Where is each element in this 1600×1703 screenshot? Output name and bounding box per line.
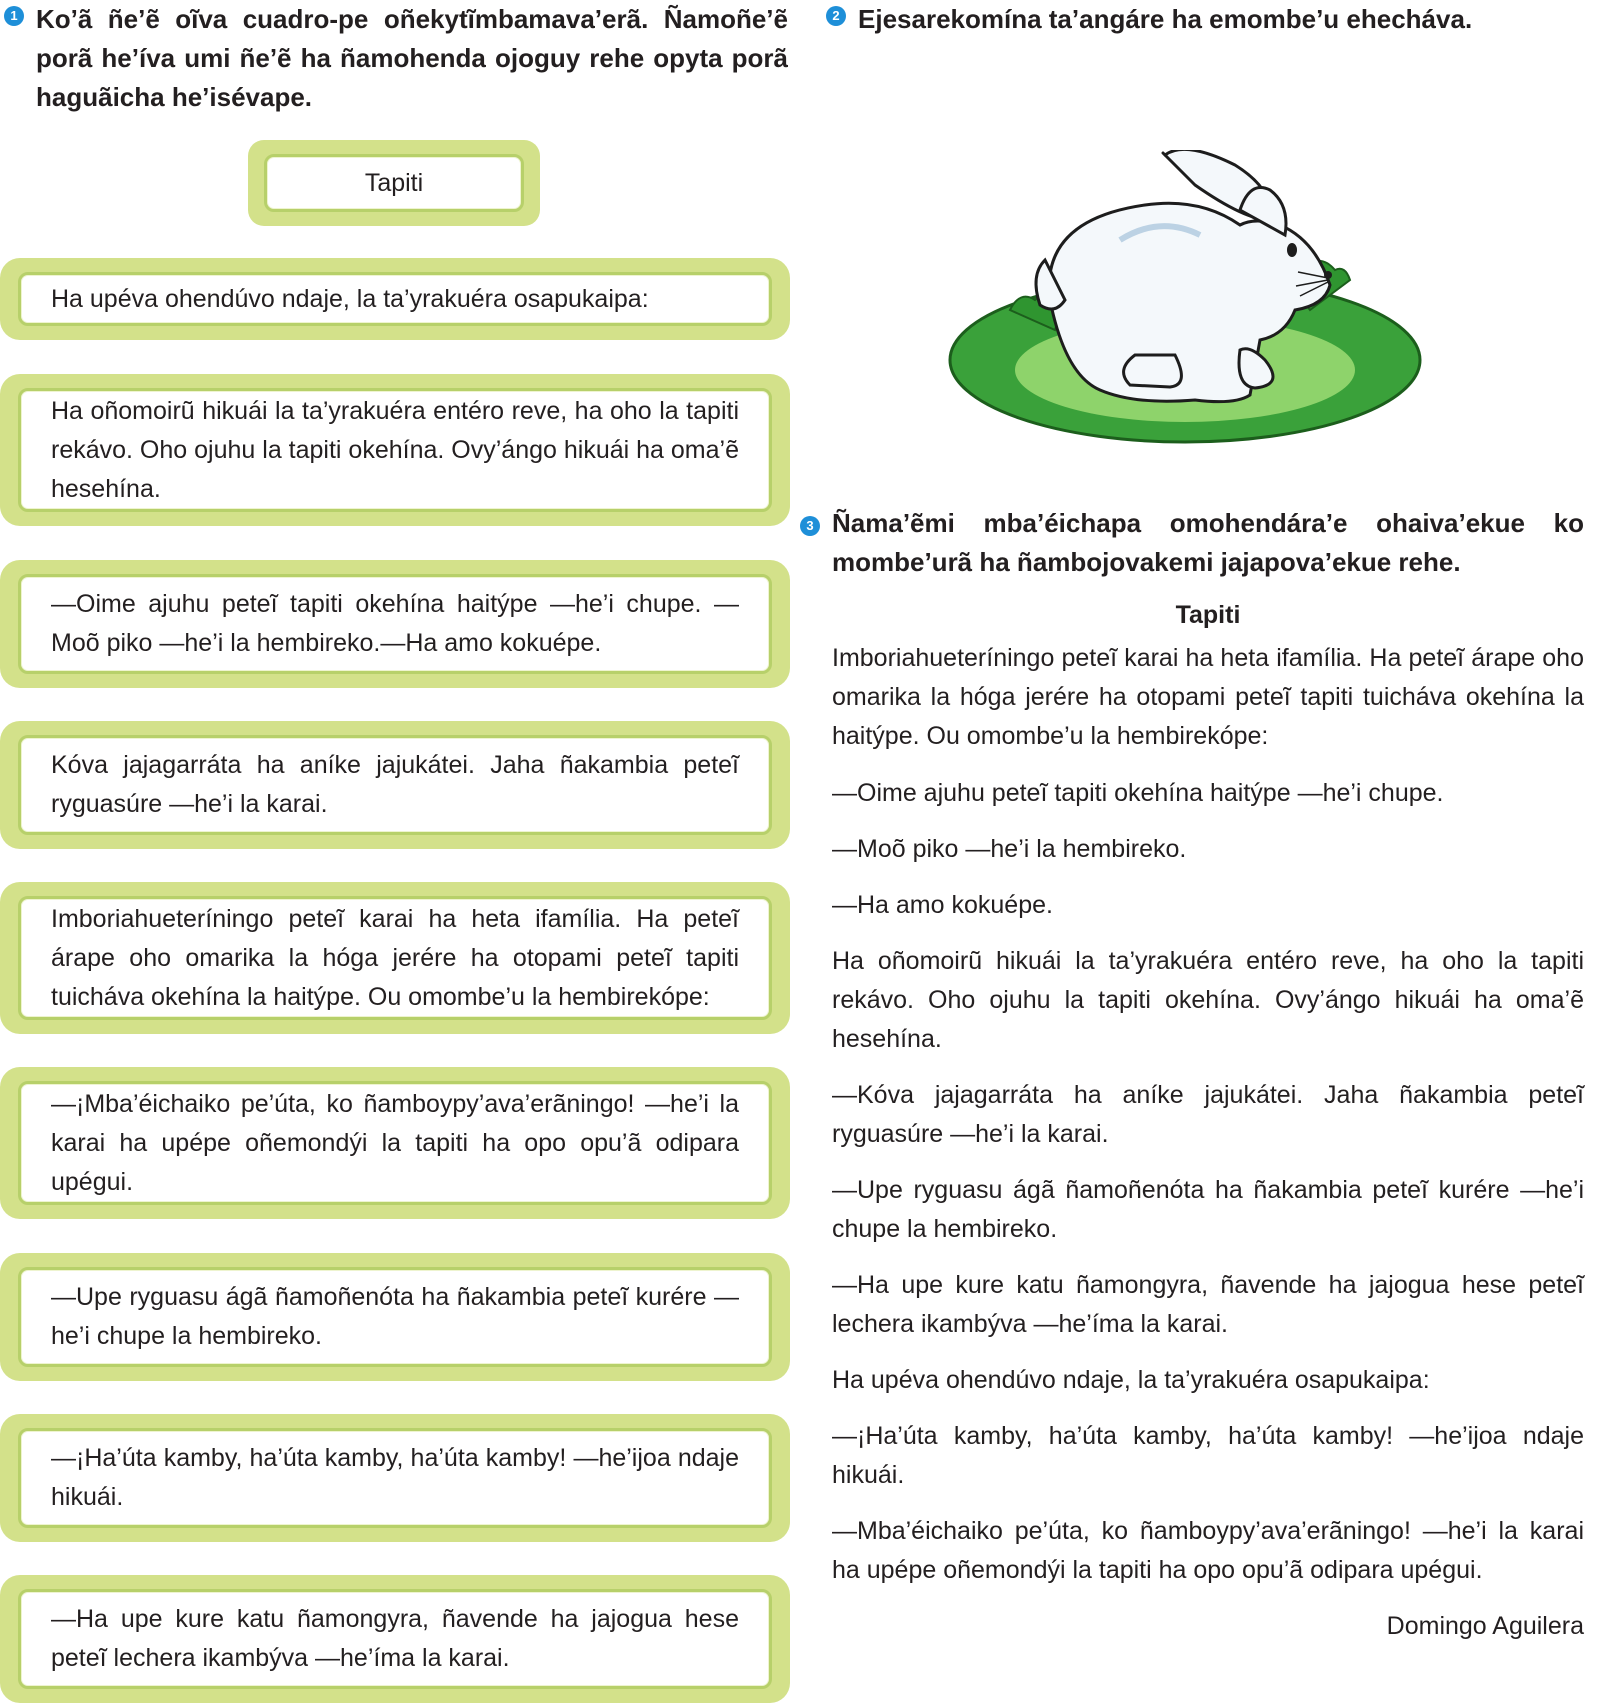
question-number-2: 2 [826,6,846,26]
story-card-3 [0,560,790,688]
story-paragraph: —Upe ryguasu ágã ñamoñenóta ha ñakambia peteĩ kurére —he’i chupe la hembireko. [832,1176,1584,1243]
story-paragraph: —Kóva jajagarráta ha aníke jajukátei. Jaha ñakambia peteĩ ryguasúre —he’i la karai. [832,1081,1584,1148]
story-card-6 [0,1067,790,1219]
story-card-8 [0,1414,790,1542]
story-paragraph: —Oime ajuhu peteĩ tapiti okehína haitýpe —he’i chupe. [832,779,1444,807]
question-2-instruction: Ejesarekomína ta’angáre ha emombe’u ehecháva. [858,4,1473,34]
rabbit-illustration [940,150,1430,450]
story-card-text: Imboriahueteríningo peteĩ karai ha heta ifamília. Ha peteĩ árape oho omarika la hóga jerére ha otopami peteĩ tapiti tuicháva okehína la haitýpe. Ou omombe’u la hembirekópe: [51,904,739,1011]
story-card-7 [0,1253,790,1381]
story-title: Tapiti [1175,601,1241,629]
story-paragraph: Ha oñomoirũ hikuái la ta’yrakuéra entéro reve, ha oho la tapiti rekávo. Oho ojuhu la tapiti okehína. Ovy’ángo hikuái ha oma’ẽ hesehína. [832,947,1584,1053]
story-paragraph: —Ha upe kure katu ñamongyra, ñavende ha jajogua hese peteĩ lechera ikambýva —he’íma la karai. [832,1271,1584,1338]
rabbit-icon [940,150,1430,450]
story-card-text: Kóva jajagarráta ha aníke jajukátei. Jaha ñakambia peteĩ ryguasúre —he’i la karai. [51,751,739,818]
question-1-instruction: Ko’ã ñe’ẽ oĩva cuadro-pe oñekytĩmbamava’erã. Ñamoñe’ẽ porã he’íva umi ñe’ẽ ha ñamohenda ojoguy rehe opyta porã haguãicha he’isévape. [36,4,788,112]
story-card-1 [0,258,790,340]
question-number-1: 1 [4,6,24,26]
story-paragraph: Ha upéva ohendúvo ndaje, la ta’yrakuéra osapukaipa: [832,1366,1430,1394]
question-number-3: 3 [800,516,820,536]
story-paragraph: —Moõ piko —he’i la hembireko. [832,835,1187,863]
story-paragraph: —Ha amo kokuépe. [832,891,1053,919]
story-card-4 [0,721,790,849]
title-card-text: Tapiti [364,168,424,197]
story-paragraph: —Mba’éichaiko pe’úta, ko ñamboypy’ava’erãningo! —he’i la karai ha upépe oñemondýi la tapiti ha opo opu’ã odipara upégui. [832,1517,1584,1584]
story-paragraph: —¡Ha’úta kamby, ha’úta kamby, ha’úta kamby! —he’ijoa ndaje hikuái. [832,1422,1584,1489]
story-text [832,596,1584,1663]
story-card-2 [0,374,790,526]
story-card-9 [0,1575,790,1703]
title-card [248,140,540,226]
story-card-text: Ha upéva ohendúvo ndaje, la ta’yrakuéra osapukaipa: [51,284,649,313]
story-author: Domingo Aguilera [1386,1612,1584,1640]
story-card-text: —¡Ha’úta kamby, ha’úta kamby, ha’úta kamby! —he’ijoa ndaje hikuái. [51,1444,739,1511]
story-card-text: —Upe ryguasu ágã ñamoñenóta ha ñakambia peteĩ kurére —he’i chupe la hembireko. [51,1283,739,1350]
story-card-text: Ha oñomoirũ hikuái la ta’yrakuéra entéro reve, ha oho la tapiti rekávo. Oho ojuhu la tapiti okehína. Ovy’ángo hikuái ha oma’ẽ hesehína. [51,396,739,503]
story-card-text: —¡Mba’éichaiko pe’úta, ko ñamboypy’ava’erãningo! —he’i la karai ha upépe oñemondýi la tapiti ha opo opu’ã odipara upégui. [51,1089,739,1196]
story-card-5 [0,882,790,1034]
story-card-text: —Ha upe kure katu ñamongyra, ñavende ha jajogua hese peteĩ lechera ikambývа —he’íma la karai. [51,1605,739,1672]
story-card-text: —Oime ajuhu peteĩ tapiti okehína haitýpe —he’i chupe. —Moõ piko —he’i la hembireko.—Ha amo kokuépe. [51,590,739,657]
question-3-instruction: Ñama’ẽmi mba’éichapa omohendára’e ohaiva’ekue ko mombe’urã ha ñambojovakemi jajapova’ekue rehe. [832,508,1584,577]
story-paragraph: Imboriahueteríningo peteĩ karai ha heta ifamília. Ha peteĩ árape oho omarika la hóga jerére ha otopami peteĩ tapiti tuicháva okehína la haitýpe. Ou omombe’u la hembirekópe: [832,644,1584,750]
